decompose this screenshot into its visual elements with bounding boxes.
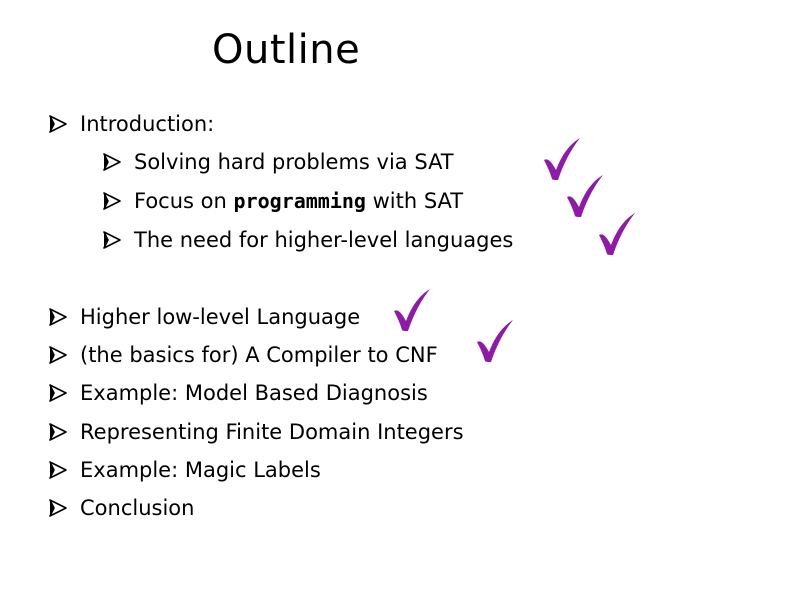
checkmark-icon <box>390 287 434 333</box>
arrow-bullet-icon <box>102 152 122 172</box>
arrow-bullet-icon <box>48 460 68 480</box>
arrow-bullet-icon <box>102 191 122 211</box>
arrow-bullet-icon <box>48 114 68 134</box>
outline-item-label: (the basics for) A Compiler to CNF <box>80 343 438 367</box>
outline-item-label: The need for higher-level languages <box>134 228 514 252</box>
arrow-bullet-icon <box>48 383 68 403</box>
outline-item-label: Solving hard problems via SAT <box>134 150 454 174</box>
outline-subitem-solving <box>102 147 454 177</box>
outline-item-higher <box>48 302 360 332</box>
outline-item-label: Representing Finite Domain Integers <box>80 420 464 444</box>
arrow-bullet-icon <box>48 345 68 365</box>
outline-item-label: with SAT <box>365 189 464 213</box>
outline-item-label: Example: Model Based Diagnosis <box>80 381 428 405</box>
outline-subitem-need <box>102 225 513 255</box>
outline-item-label: Example: Magic Labels <box>80 458 321 482</box>
slide-title: Outline <box>212 27 361 73</box>
arrow-bullet-icon <box>48 498 68 518</box>
outline-item-integers <box>48 417 464 447</box>
outline-item-diagnosis <box>48 378 428 408</box>
arrow-bullet-icon <box>102 230 122 250</box>
outline-item-conclusion <box>48 493 194 523</box>
outline-item-label: Conclusion <box>80 496 195 520</box>
outline-item-compiler <box>48 340 438 370</box>
emphasized-word: programming <box>233 189 366 213</box>
outline-subitem-focus <box>102 186 463 216</box>
outline-item-label: Focus on <box>134 189 234 213</box>
arrow-bullet-icon <box>48 422 68 442</box>
arrow-bullet-icon <box>48 307 68 327</box>
outline-item-label: Higher low-level Language <box>80 305 361 329</box>
outline-item-label: Introduction: <box>80 112 215 136</box>
checkmark-icon <box>595 211 639 257</box>
checkmark-icon <box>473 318 517 364</box>
outline-item-introduction <box>48 109 214 139</box>
outline-item-magic-labels <box>48 455 321 485</box>
